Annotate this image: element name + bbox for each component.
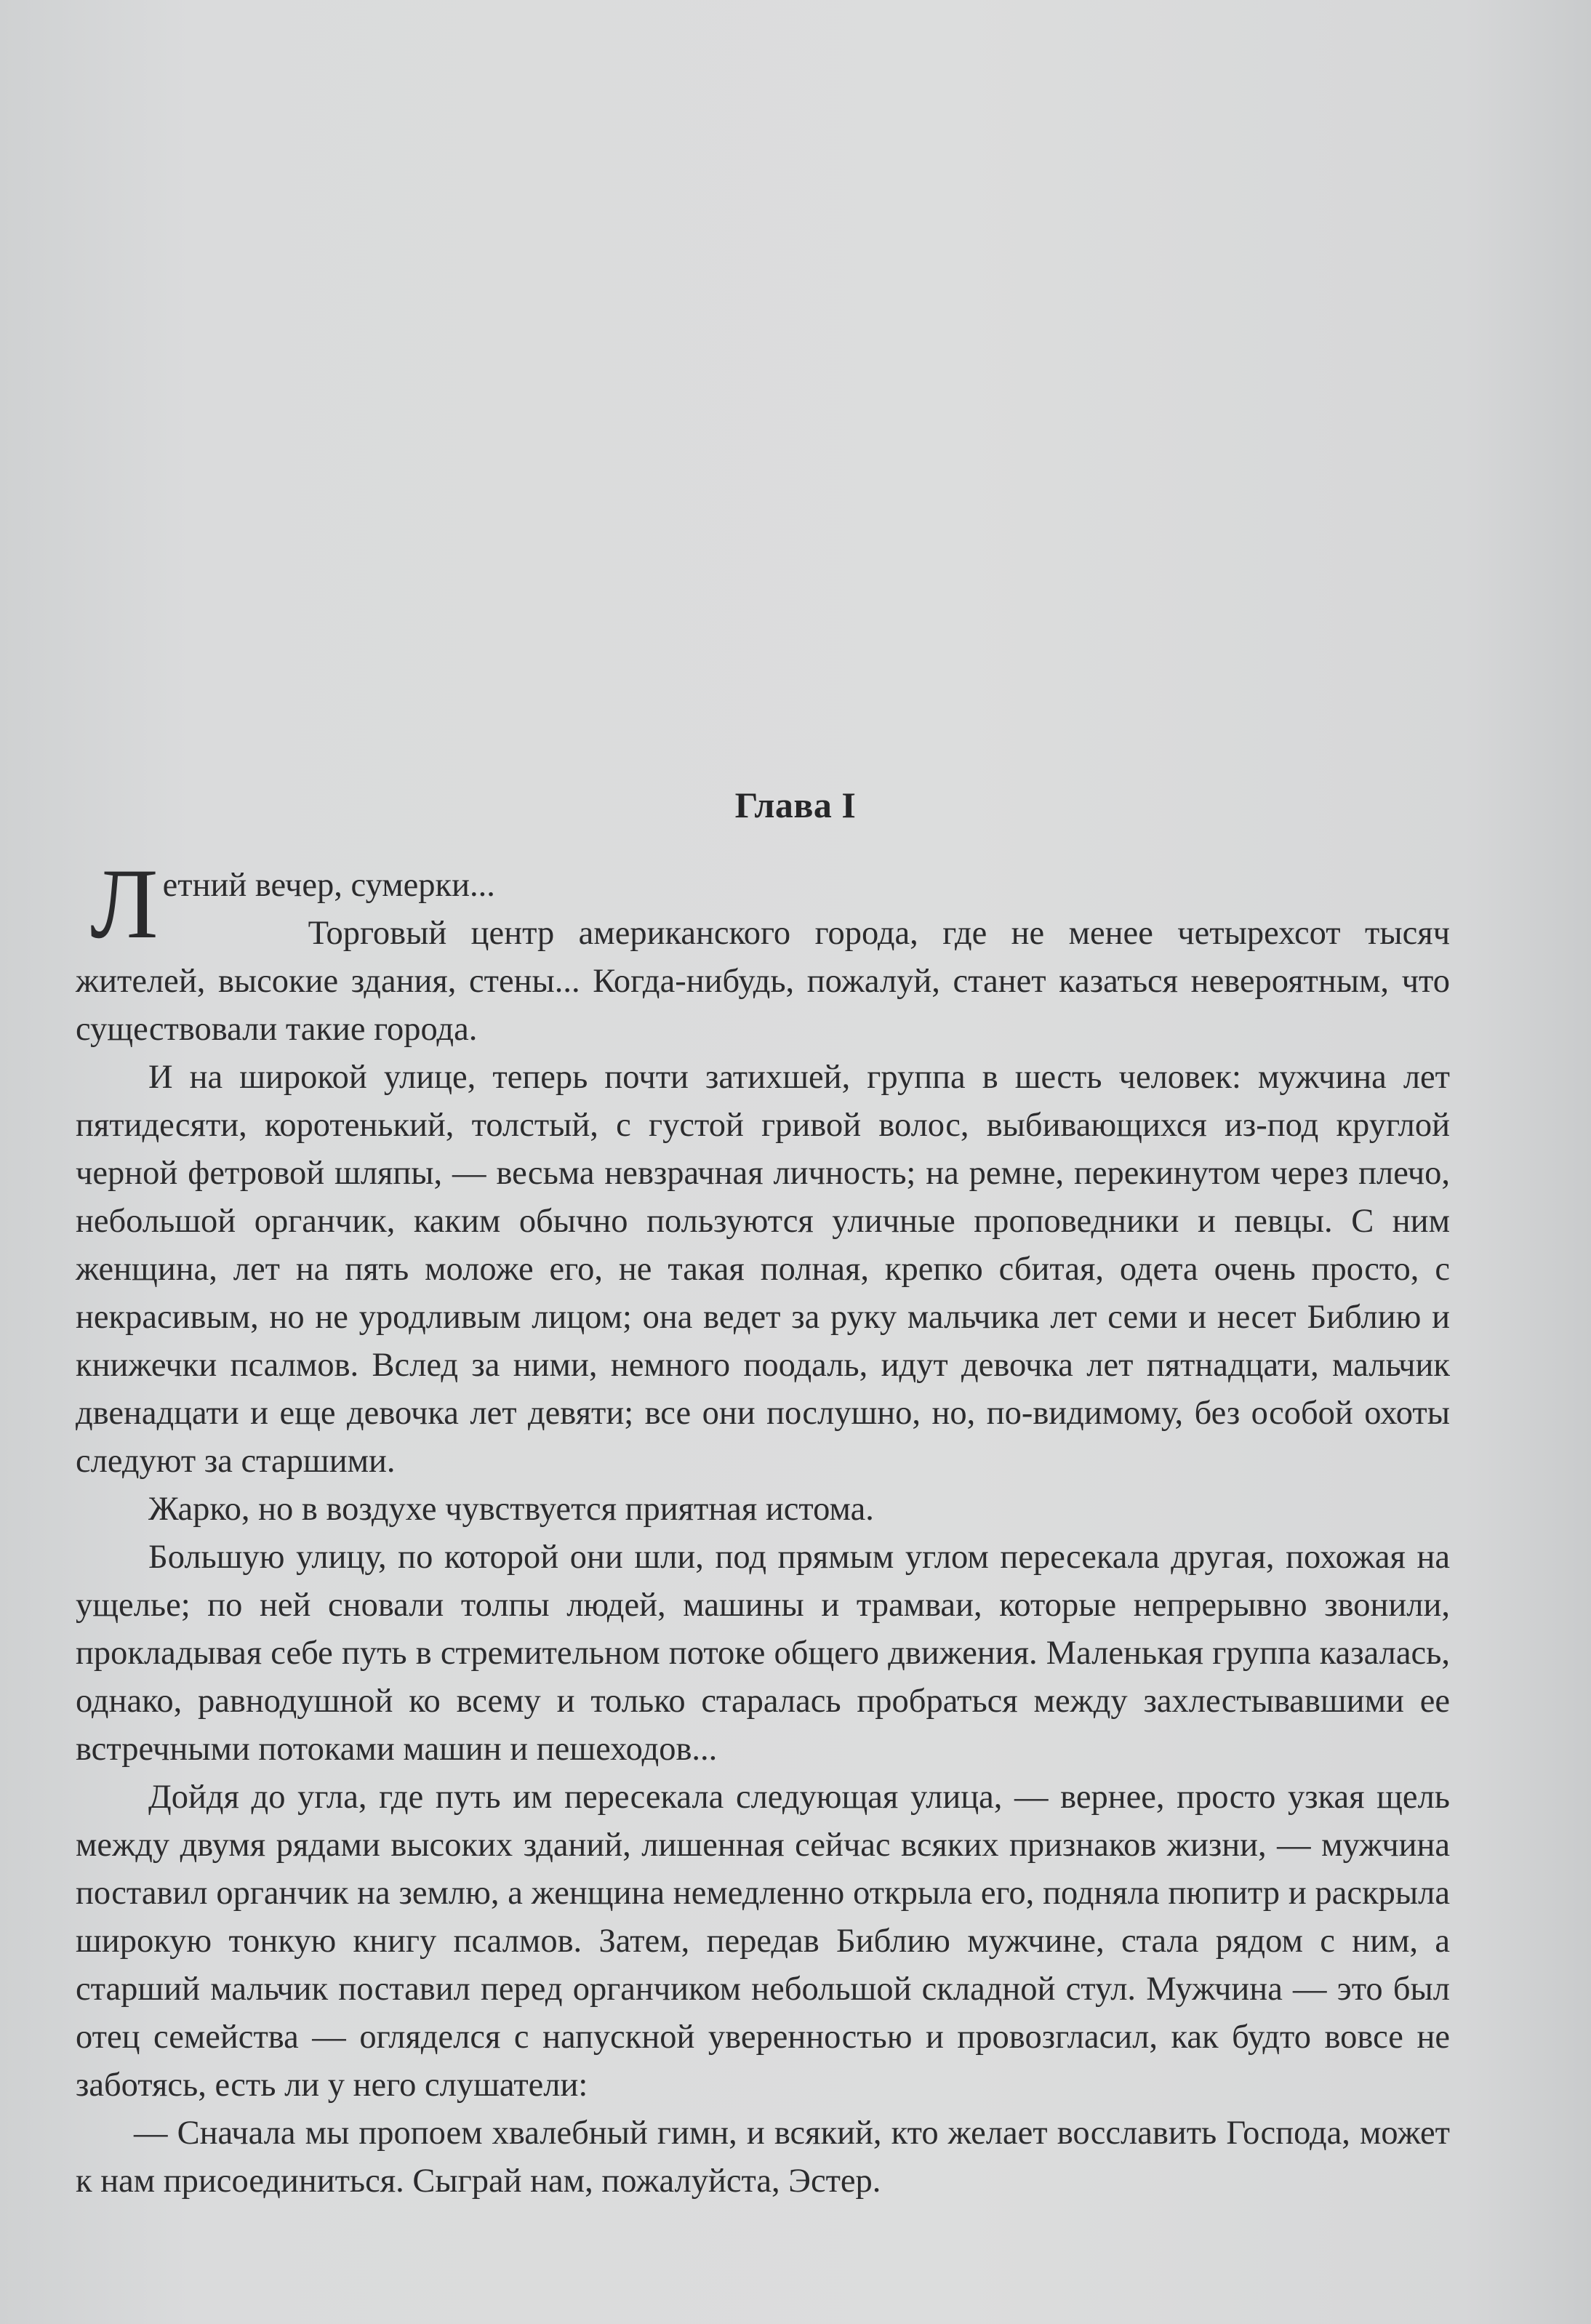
paragraph-4: Большую улицу, по которой они шли, под прямым углом пересекала другая, похожая на ущелье; по ней сновали толпы людей, машины и трамваи, которые непрерывно звонили, прокладывая себе путь в стремительном потоке общего движения. Маленькая группа казалась, однако, равнодушной ко всему и только старалась пробраться между захлестывавшими ее встречными потоками машин и пешеходов...	[76, 1539, 1450, 1768]
paragraph-1: Торговый центр американского города, где не менее четырехсот тысяч жителей, высокие здания, стены... Когда-нибудь, пожалуй, станет казаться невероятным, что существовали такие города.	[76, 915, 1450, 1048]
chapter-title: Глава I	[734, 785, 857, 825]
opening-paragraph	[76, 848, 1450, 1054]
drop-cap-letter: Л	[90, 848, 159, 959]
paragraph-2: И на широкой улице, теперь почти затихшей, группа в шесть человек: мужчина лет пятидесяти, коротенький, толстый, с густой гривой волос, выбивающихся из-под круглой черной фетровой шляпы, — весьма невзрачная личность; на ремне, перекинутом через плечо, небольшой органчик, каким обычно пользуются уличные проповедники и певцы. С ним женщина, лет на пять моложе его, не такая полная, крепко сбитая, одета очень просто, с некрасивым, но не уродливым лицом; она ведет за руку мальчика лет семи и несет Библию и книжечки псалмов. Вслед за ними, немного поодаль, идут девочка лет пятнадцати, мальчик двенадцати и еще девочка лет девяти; все они послушно, но, по-видимому, без особой охоты следуют за старшими.	[76, 1059, 1450, 1480]
paragraph-opening-line: етний вечер, сумерки...	[162, 867, 495, 904]
bleed-through-text	[80, 73, 1462, 654]
paragraph-3: Жарко, но в воздухе чувствуется приятная истома.	[148, 1491, 874, 1528]
chapter-body	[76, 848, 1450, 2205]
paragraph-5: Дойдя до угла, где путь им пересекала следующая улица, — вернее, просто узкая щель между двумя рядами высоких зданий, лишенная сейчас всяких признаков жизни, — мужчина поставил органчик на землю, а женщина немедленно открыла его, подняла пюпитр и раскрыла широкую тонкую книгу псалмов. Затем, передав Библию мужчине, стала рядом с ним, а старший мальчик поставил перед органчиком небольшой складной стул. Мужчина — это был отец семейства — огляделся с напускной уверенностью и провозгласил, как будто вовсе не заботясь, есть ли у него слушатели:	[76, 1779, 1450, 2104]
paragraph-dialogue: — Сначала мы пропоем хвалебный гимн, и всякий, кто желает восславить Господа, может к нам присоединиться. Сыграй нам, пожалуйста, Эстер.	[76, 2115, 1450, 2200]
